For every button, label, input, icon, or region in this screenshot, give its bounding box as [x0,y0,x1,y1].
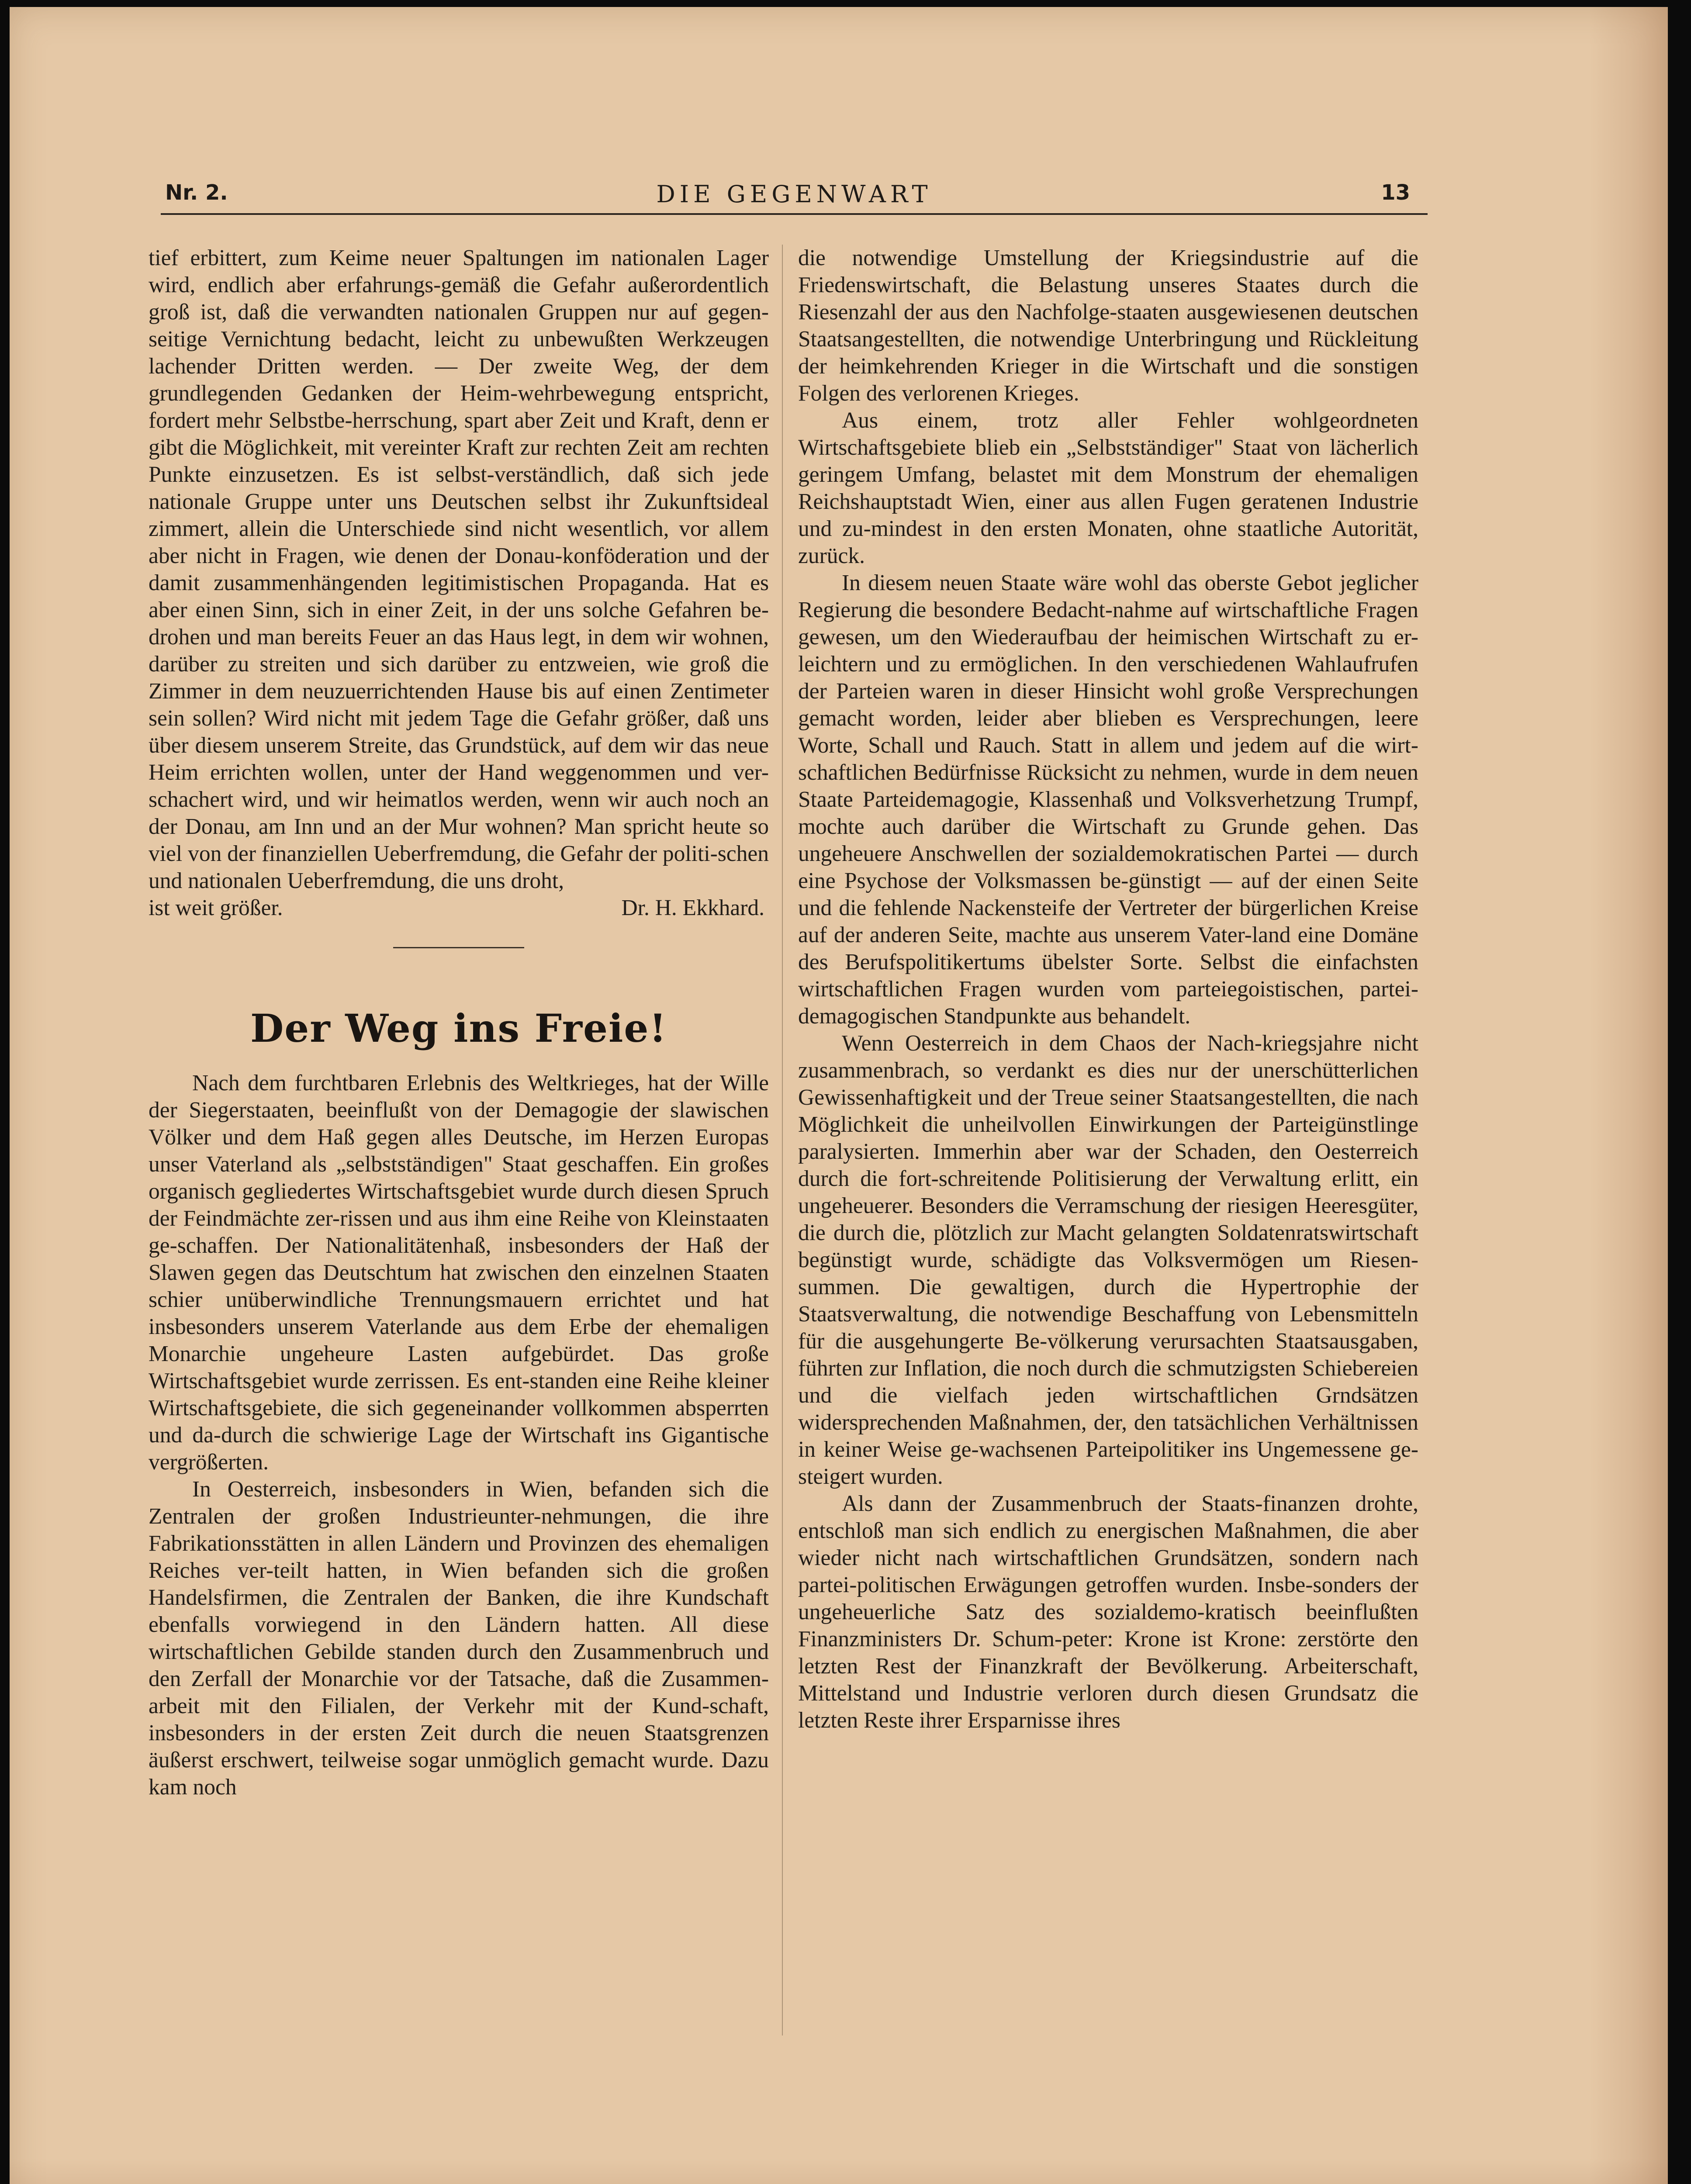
right-column [798,245,1418,1734]
article-paragraph: Nach dem furchtbaren Erlebnis des Weltkrieges, hat der Wille der Siegerstaaten, beeinflußt von der Demagogie der slawischen Völker und dem Haß gegen alles Deutsche, im Herzen Europas unser Vaterland als „selbstständigen" Staat geschaffen. Ein großes organisch gegliedertes Wirtschaftsgebiet wurde durch diesen Spruch der Feindmächte zer-​rissen und aus ihm eine Reihe von Kleinstaaten ge-​schaffen. Der Nationalitätenhaß, insbesonders der Haß der Slawen gegen das Deutschtum hat zwischen den einzelnen Staaten schier unüberwindliche Trennungsmauern errichtet und hat insbesonders unserem Vaterlande aus dem Erbe der ehemaligen Monarchie ungeheure Lasten aufgebürdet. Das große Wirtschaftsgebiet wurde zerrissen. Es ent-​standen eine Reihe kleiner Wirtschaftsgebiete, die sich gegeneinander vollkommen absperrten und da-​durch die schwierige Lage der Wirtschaft ins Gigantische vergrößerten. [149,1071,769,1475]
closing-line [149,895,769,922]
issue-number: Nr. 2. [165,180,228,205]
header-rule [161,213,1428,215]
continued-paragraph: tief erbittert, zum Keime neuer Spaltungen im nationalen Lager wird, endlich aber erfahrungs-​gemäß die Gefahr außerordentlich groß ist, daß die verwandten nationalen Gruppen nur auf gegen-​seitige Vernichtung bedacht, leicht zu unbewußten Werkzeugen lachender Dritten werden. — Der zweite Weg, der dem grundlegenden Gedanken der Heim-​wehrbewegung entspricht, fordert mehr Selbstbe-​herrschung, spart aber Zeit und Kraft, denn er gibt die Möglichkeit, mit vereinter Kraft zur rechten Zeit am rechten Punkte einzusetzen. Es ist selbst-​verständlich, daß sich jede nationale Gruppe unter uns Deutschen selbst ihr Zukunftsideal zimmert, allein die Unterschiede sind nicht wesentlich, vor allem aber nicht in Fragen, wie denen der Donau-​konföderation und der damit zusammenhängenden legitimistischen Propaganda. Hat es aber einen Sinn, sich in einer Zeit, in der uns solche Gefahren be-​drohen und man bereits Feuer an das Haus legt, in dem wir wohnen, darüber zu streiten und sich darüber zu entzweien, wie groß die Zimmer in dem neuzuerrichtenden Hause bis auf einen Zentimeter sein sollen? Wird nicht mit jedem Tage die Gefahr größer, daß uns über diesem unserem Streite, das Grundstück, auf dem wir das neue Heim errichten wollen, unter der Hand weggenommen und ver-​schachert wird, und wir heimatlos werden, wenn wir auch noch an der Donau, am Inn und an der Mur wohnen? Man spricht heute so viel von der finanziellen Ueberfremdung, die Gefahr der politi-​schen und nationalen Ueberfremdung, die uns droht, [149,245,769,893]
closing-text: ist weit größer. [149,895,283,920]
page-header [161,177,1428,212]
page-edge-shading-bottom [10,2158,1668,2184]
page-number: 13 [1381,180,1410,205]
article-heading: Der Weg ins Freie! [250,1006,667,1051]
left-column [149,245,769,1801]
article-paragraph: die notwendige Umstellung der Kriegsindustrie auf die Friedenswirtschaft, die Belastung unseres Staates durch die Riesenzahl der aus den Nachfolge-​staaten ausgewiesenen deutschen Staatsangestellten, die notwendige Unterbringung und Rückleitung der heimkehrenden Krieger in die Wirtschaft und die sonstigen Folgen des verlorenen Krieges. [798,245,1418,406]
section-separator [393,947,524,948]
publication-title: DIE GEGENWART [656,180,932,208]
article-paragraph: In diesem neuen Staate wäre wohl das oberste Gebot jeglicher Regierung die besondere Bedacht-​nahme auf wirtschaftliche Fragen gewesen, um den Wiederaufbau der heimischen Wirtschaft zu er-​leichtern und zu ermöglichen. In den verschiedenen Wahlaufrufen der Parteien waren in dieser Hinsicht wohl große Versprechungen gemacht worden, leider aber blieben es Versprechungen, leere Worte, Schall und Rauch. Statt in allem und jedem auf die wirt-​schaftlichen Bedürfnisse Rücksicht zu nehmen, wurde in dem neuen Staate Parteidemagogie, Klassenhaß und Volksverhetzung Trumpf, mochte auch darüber die Wirtschaft zu Grunde gehen. Das ungeheuere Anschwellen der sozialdemokratischen Partei — durch eine Psychose der Volksmassen be-​günstigt — auf der einen Seite und die fehlende Nackensteife der Vertreter der bürgerlichen Kreise auf der anderen Seite, machte aus unserem Vater-​land eine Domäne des Berufspolitikertums übelster Sorte. Selbst die einfachsten wirtschaftlichen Fragen wurden vom parteiegoistischen, partei-​demagogischen Standpunkte aus behandelt. [798,570,1418,1029]
author-signature: Dr. H. Ekkhard. [621,895,764,920]
article-paragraph: Als dann der Zusammenbruch der Staats-​finanzen drohte, entschloß man sich endlich zu energischen Maßnahmen, die aber wieder nicht nach wirtschaftlichen Grundsätzen, sondern nach partei-​politischen Erwägungen getroffen wurden. Insbe-​sonders der ungeheuerliche Satz des sozialdemo-​kratisch beeinflußten Finanzministers Dr. Schum-​peter: Krone ist Krone: zerstörte den letzten Rest der Finanzkraft der Bevölkerung. Arbeiterschaft, Mittelstand und Industrie verloren durch diesen Grundsatz die letzten Reste ihrer Ersparnisse ihres [798,1491,1418,1733]
column-divider [782,245,783,2035]
page-edge-shading [1589,7,1668,2184]
article-paragraph: Aus einem, trotz aller Fehler wohlgeordneten Wirtschaftsgebiete blieb ein „Selbstständiger" Staat von lächerlich geringem Umfang, belastet mit dem Monstrum der ehemaligen Reichshauptstadt Wien, einer aus allen Fugen geratenen Industrie und zu-​mindest in den ersten Monaten, ohne staatliche Autorität, zurück. [798,408,1418,568]
article-paragraph: In Oesterreich, insbesonders in Wien, befanden sich die Zentralen der großen Industrieunter-​nehmungen, die ihre Fabrikationsstätten in allen Ländern und Provinzen des ehemaligen Reiches ver-​teilt hatten, in Wien befanden sich die großen Handelsfirmen, die Zentralen der Banken, die ihre Kundschaft ebenfalls vorwiegend in den Ländern hatten. All diese wirtschaftlichen Gebilde standen durch den Zusammenbruch und den Zerfall der Monarchie vor der Tatsache, daß die Zusammen-​arbeit mit den Filialen, der Verkehr mit der Kund-​schaft, insbesonders in der ersten Zeit durch die neuen Staatsgrenzen äußerst erschwert, teilweise sogar unmöglich gemacht wurde. Dazu kam noch [149,1477,769,1800]
article-paragraph: Wenn Oesterreich in dem Chaos der Nach-​kriegsjahre nicht zusammenbrach, so verdankt es dies nur der unerschütterlichen Gewissenhaftigkeit und der Treue seiner Staatsangestellten, die nach Möglichkeit die unheilvollen Einwirkungen der Parteigünstlinge paralysierten. Immerhin aber war der Schaden, den Oesterreich durch die fort-​schreitende Politisierung der Verwaltung erlitt, ein ungeheuerer. Besonders die Verramschung der riesigen Heeresgüter, die durch die, plötzlich zur Macht gelangten Soldatenratswirtschaft begünstigt wurde, schädigte das Volksvermögen um Riesen-​summen. Die gewaltigen, durch die Hypertrophie der Staatsverwaltung, die notwendige Beschaffung von Lebensmitteln für die ausgehungerte Be-​völkerung verursachten Staatsausgaben, führten zur Inflation, die noch durch die schmutzigsten Schiebereien und die vielfach jeden wirtschaftlichen Grndsätzen widersprechenden Maßnahmen, der, den tatsächlichen Verhältnissen in keiner Weise ge-​wachsenen Parteipolitiker ins Ungemessene ge-​steigert wurden. [798,1031,1418,1489]
